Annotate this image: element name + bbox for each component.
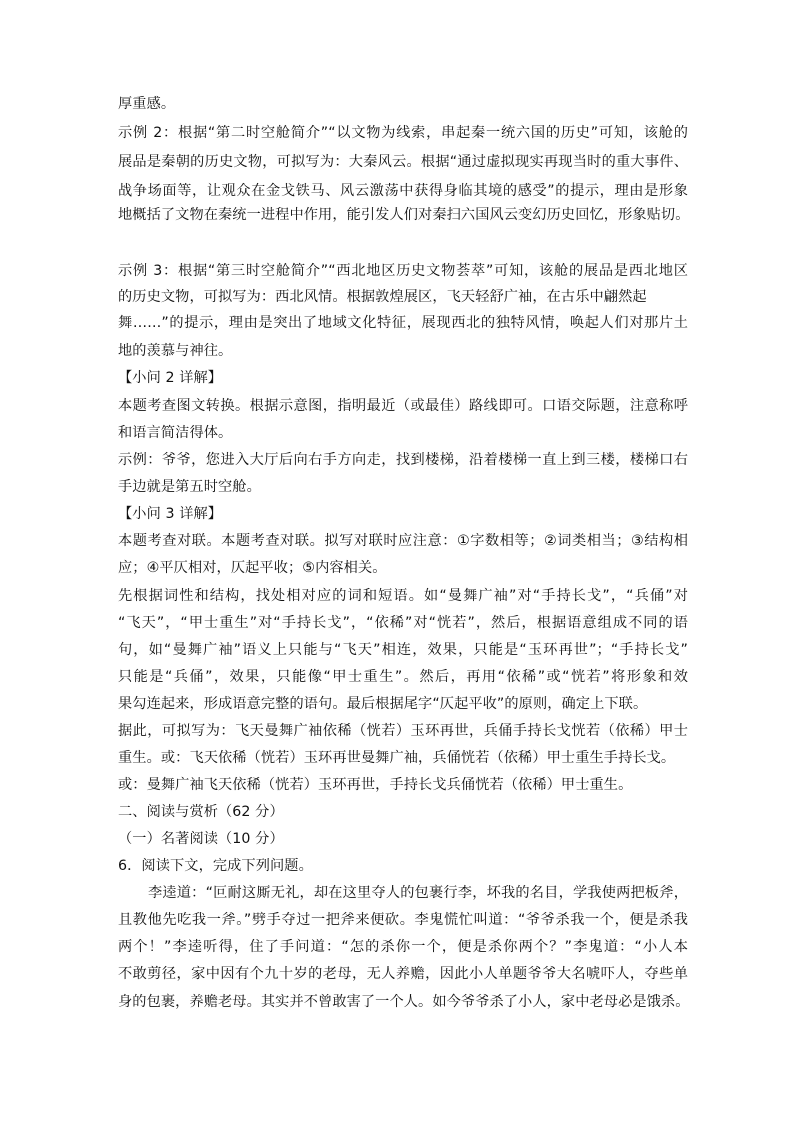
text-line: 战争场面等，让观众在金戈铁马、风云激荡中获得身临其境的感受”的提示，理由是形象 xyxy=(118,183,688,199)
text-line: 身的包裹，养赡老母。其实并不曾敢害了一个人。如今爷爷杀了小人，家中老母必是饿杀。 xyxy=(118,994,690,1010)
text-line: 本题考查图文转换。根据示意图，指明最近（或最佳）路线即可。口语交际题，注意称呼 xyxy=(118,398,688,414)
text-line: 手边就是第五时空舱。 xyxy=(118,479,261,495)
text-line: 示例：爷爷，您进入大厅后向右手方向走，找到楼梯，沿着楼梯一直上到三楼，楼梯口右 xyxy=(118,452,688,468)
text-line: 重生。或：飞天依稀（恍若）玉环再世曼舞广袖，兵俑恍若（依稀）甲士重生手持长戈。 xyxy=(118,750,676,766)
text-line: 示例 3：根据“第三时空舱简介”“西北地区历史文物荟萃”可知，该舱的展品是西北地区 xyxy=(118,263,688,279)
text-line: 应；④平仄相对，仄起平收；⑤内容相关。 xyxy=(118,560,387,576)
text-line: 和语言简洁得体。 xyxy=(118,425,233,441)
text-line: 且教他先吃我一斧。”劈手夺过一把斧来便砍。李鬼慌忙叫道：“爷爷杀我一个，便是杀我 xyxy=(118,912,688,928)
text-line: 或：曼舞广袖飞天依稀（恍若）玉环再世，手持长戈兵俑恍若（依稀）甲士重生。 xyxy=(118,777,633,793)
text-line: 展品是秦朝的历史文物，可拟写为：大秦风云。根据“通过虚拟现实再现当时的重大事件、 xyxy=(118,154,688,170)
section-heading: 【小问 3 详解】 xyxy=(118,506,223,522)
question-title: 6．阅读下文，完成下列问题。 xyxy=(118,858,313,874)
text-line: 不敢剪径，家中因有个九十岁的老母，无人养赡，因此小人单题爷爷大名唬吓人，夺些单 xyxy=(118,966,688,982)
text-line: 示例 2：根据“第二时空舱简介”“以文物为线索，串起秦一统六国的历史”可知，该舱的 xyxy=(118,125,688,141)
text-line: 本题考查对联。本题考查对联。拟写对联时应注意：①字数相等；②词类相当；③结构相 xyxy=(118,533,688,549)
text-line: 的历史文物，可拟写为：西北风情。根据敦煌展区，飞天轻舒广袖，在古乐中翩然起 xyxy=(118,289,647,305)
text-line: 果勾连起来，形成语意完整的语句。最后根据尾字“仄起平收”的原则，确定上下联。 xyxy=(118,696,648,712)
text-line: 两个！”李逵听得，住了手问道：“怎的杀你一个，便是杀你两个？”李鬼道：“小人本 xyxy=(118,939,688,955)
text-line: 舞……”的提示，理由是突出了地域文化特征，展现西北的独特风情，唤起人们对那片土 xyxy=(118,315,688,331)
text-line: 先根据词性和结构，找处相对应的词和短语。如“曼舞广袖”对“手持长戈”，“兵俑”对 xyxy=(118,588,688,604)
section-heading: 【小问 2 详解】 xyxy=(118,370,223,386)
text-line: 地的羡慕与神往。 xyxy=(118,343,233,359)
text-line: 厚重感。 xyxy=(118,96,176,112)
text-line: 句，如“曼舞广袖”语义上只能与“飞天”相连，效果，只能是“玉环再世”；“手持长戈” xyxy=(118,642,688,658)
text-line: “飞天”，“甲士重生”对“手持长戈”，“依稀”对“恍若”，然后，根据语意组成不同的语 xyxy=(118,615,688,631)
text-line: 地概括了文物在秦统一进程中作用，能引发人们对秦扫六国风云变幻历史回忆，形象贴切。 xyxy=(118,207,690,223)
section-heading: 二、阅读与赏析（62 分） xyxy=(118,804,284,820)
section-heading: （一）名著阅读（10 分） xyxy=(118,831,284,847)
text-line: 据此，可拟写为：飞天曼舞广袖依稀（恍若）玉环再世，兵俑手持长戈恍若（依稀）甲士 xyxy=(118,723,688,739)
text-line: 李逵道：“叵耐这厮无礼，却在这里夺人的包裹行李，坏我的名目，学我使两把板斧， xyxy=(148,885,688,901)
text-line: 只能是“兵俑”，效果，只能像“甲士重生”。然后，再用“依稀”或“恍若”将形象和效 xyxy=(118,669,688,685)
